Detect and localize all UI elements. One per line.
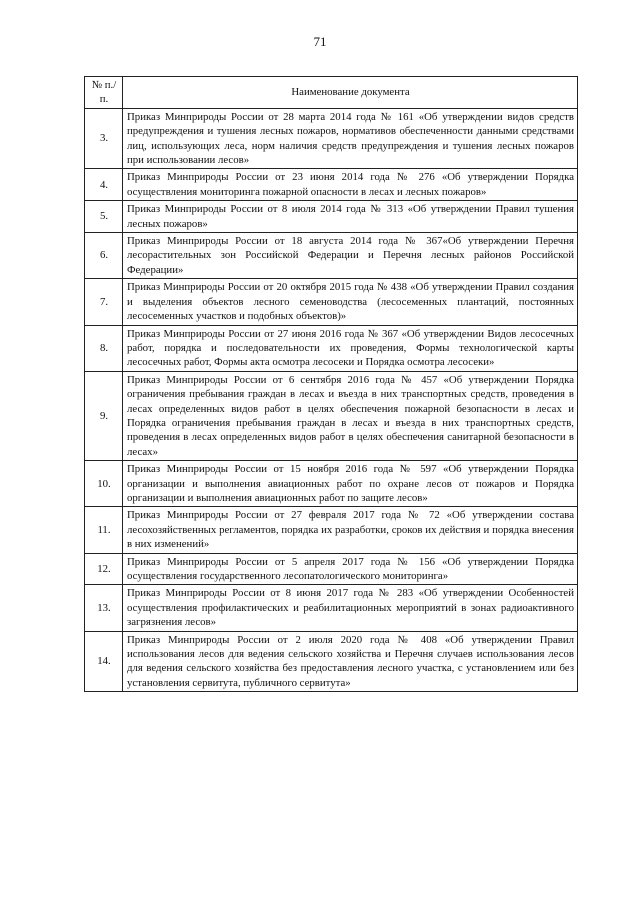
row-number: 3. [85,108,123,169]
document-name: Приказ Минприроды России от 20 октября 2015 года № 438 «Об утверждении Правил создания и выделения объектов лесного семеноводства (лесосеменных плантаций, постоянных лесосеменных участков и подобных объектов)» [123,279,578,325]
table-row [85,553,578,585]
table-row [85,507,578,553]
table-row [85,461,578,507]
row-number: 8. [85,325,123,371]
document-name: Приказ Минприроды России от 23 июня 2014 года № 276 «Об утверждении Порядка осуществления мониторинга пожарной опасности в лесах и лесных пожаров» [123,169,578,201]
row-number: 12. [85,553,123,585]
row-number: 5. [85,201,123,233]
table-row [85,108,578,169]
table-row [85,233,578,279]
row-number: 9. [85,371,123,460]
row-number: 10. [85,461,123,507]
table-row [85,631,578,692]
document-name: Приказ Минприроды России от 27 июня 2016 года № 367 «Об утверждении Видов лесосечных работ, порядка и последовательности их проведения, Формы технологической карты лесосечных работ, Формы акта осмотра лесосеки и Порядка осмотра лесосеки» [123,325,578,371]
table-row [85,279,578,325]
table-row [85,169,578,201]
document-name: Приказ Минприроды России от 15 ноября 2016 года № 597 «Об утверждении Порядка организации и выполнения авиационных работ по охране лесов от пожаров и Порядка организации и выполнения авиационных работ по защите лесов» [123,461,578,507]
row-number: 6. [85,233,123,279]
document-name: Приказ Минприроды России от 8 июля 2014 года № 313 «Об утверждении Правил тушения лесных пожаров» [123,201,578,233]
document-name: Приказ Минприроды России от 2 июля 2020 года № 408 «Об утверждении Правил использования лесов для ведения сельского хозяйства и Перечня случаев использования лесов для ведения сельского хозяйства без предоставления лесного участка, с установлением или без установления сервитута, публичного сервитута» [123,631,578,692]
document-name: Приказ Минприроды России от 8 июня 2017 года № 283 «Об утверждении Особенностей осуществления профилактических и реабилитационных мероприятий в зонах радиоактивного загрязнения лесов» [123,585,578,631]
header-name-column: Наименование документа [123,77,578,109]
row-number: 11. [85,507,123,553]
document-name: Приказ Минприроды России от 5 апреля 2017 года № 156 «Об утверждении Порядка осуществления государственного лесопатологического мониторинга» [123,553,578,585]
page-number: 71 [313,34,327,49]
table-row [85,201,578,233]
documents-table [84,76,578,692]
table-row [85,325,578,371]
header-number-column: № п./п. [85,77,123,109]
table-row [85,585,578,631]
document-name: Приказ Минприроды России от 28 марта 2014 года № 161 «Об утверждении видов средств предупреждения и тушения лесных пожаров, нормативов обеспеченности данными средствами лиц, использующих леса, норм наличия средств предупреждения и тушения лесных пожаров при использовании лесов» [123,108,578,169]
table-header-row [85,77,578,109]
row-number: 7. [85,279,123,325]
table-row [85,371,578,460]
document-name: Приказ Минприроды России от 18 августа 2014 года № 367«Об утверждении Перечня лесорастительных зон Российской Федерации и Перечня лесных районов Российской Федерации» [123,233,578,279]
row-number: 14. [85,631,123,692]
document-name: Приказ Минприроды России от 27 февраля 2017 года № 72 «Об утверждении состава лесохозяйственных регламентов, порядка их разработки, сроков их действия и порядка внесения в них изменений» [123,507,578,553]
row-number: 4. [85,169,123,201]
row-number: 13. [85,585,123,631]
document-name: Приказ Минприроды России от 6 сентября 2016 года № 457 «Об утверждении Порядка ограничения пребывания граждан в лесах и въезда в них транспортных средств, проведения в лесах определенных видов работ в целях обеспечения пожарной безопасности в лесах и Порядка ограничения пребывания граждан в лесах и въезда в них транспортных средств, проведения в лесах определенных видов работ в целях обеспечения санитарной безопасности в лесах» [123,371,578,460]
